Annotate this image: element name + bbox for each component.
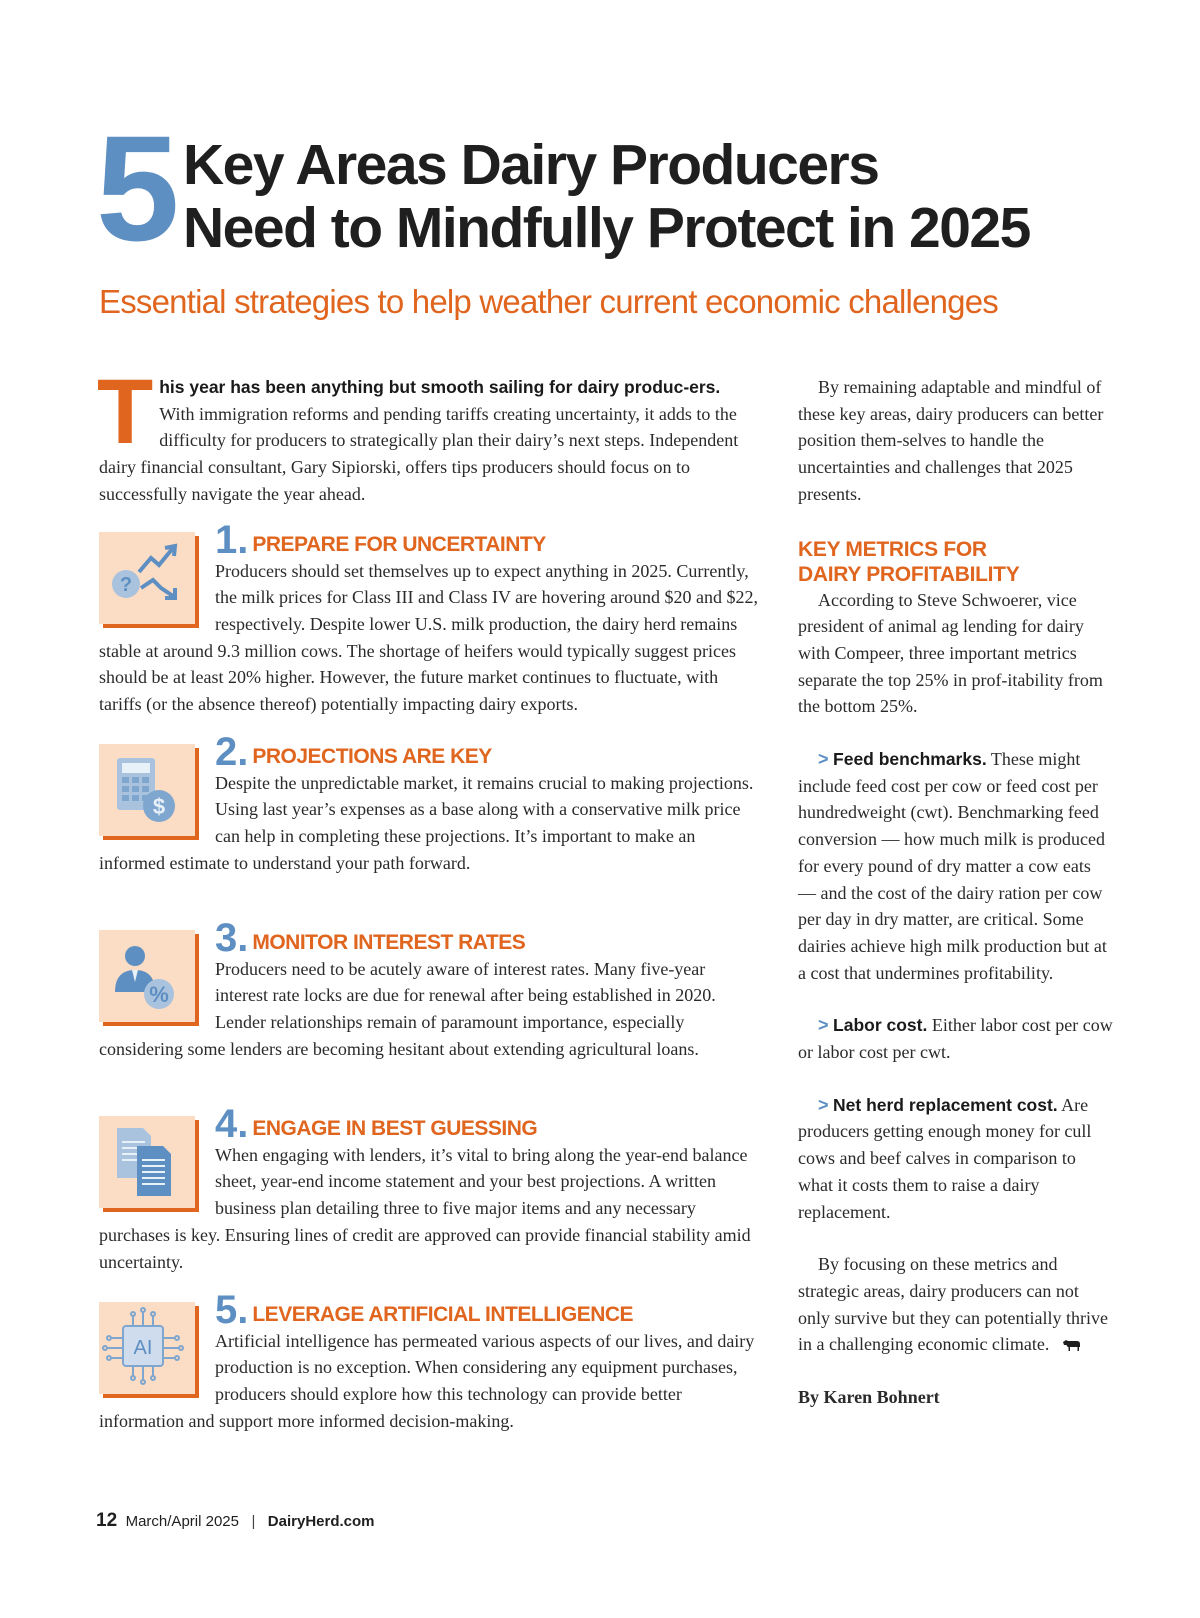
drop-cap: T [97,361,154,463]
section-title: PREPARE FOR UNCERTAINTY [252,532,546,556]
intro-text: With immigration reforms and pending tariffs creating uncertainty, it adds to the difficulty for producers to strategically plan their dairy’s next steps. Independent dairy financial consultant, Gary Sipiorski, offers tips producers should focus on to successfully navigate the year ahead. [99,403,739,504]
metric-name: Net herd replacement cost. [833,1094,1058,1115]
sidebar-opening: By remaining adaptable and mindful of these key areas, dairy producers can better position them-selves to handle the uncertainties and challenges that 2025 presents. [798,377,1104,504]
metric-name: Feed benchmarks. [833,749,987,770]
sidebar-column [798,374,1113,1411]
documents-icon [99,1116,195,1208]
page-footer [96,1510,375,1536]
section-title: PROJECTIONS ARE KEY [252,744,492,768]
cow-icon [1062,1338,1082,1352]
section-title: LEVERAGE ARTIFICIAL INTELLIGENCE [252,1302,634,1326]
page-title [183,134,1143,260]
section-text: Artificial intelligence has permeated various aspects of our lives, and dairy production is no exception. When considering any equipment purchases, producers should explore how this technology can provide better information and support more informed decision-making. [99,1330,755,1431]
subtitle: Essential strategies to help weather current economic challenges [99,283,998,320]
section-title: ENGAGE IN BEST GUESSING [252,1116,538,1140]
page-number: 12 [96,1510,118,1531]
intro-lead: his year has been anything but smooth sailing for dairy produc-ers. [159,377,721,397]
section-number: 3. [215,915,249,960]
main-column [97,361,759,1462]
footer-separator: | [251,1513,256,1530]
sidebar-closing [798,1251,1113,1358]
section-number: 1. [215,517,249,562]
section-title: MONITOR INTEREST RATES [252,930,526,954]
metric-item [798,1092,1113,1226]
section-number: 4. [215,1101,249,1146]
metrics-heading [798,537,1113,587]
title-number: 5 [96,104,174,272]
byline: By Karen Bohnert [798,1387,940,1408]
metrics-heading-line-2: DAIRY PROFITABILITY [798,562,1020,586]
section-2 [99,729,759,904]
metric-text: Are producers getting enough money for cull cows and beef calves in comparison to what it costs them to raise a dairy replacement. [798,1094,1092,1222]
closing-text: By focusing on these metrics and strategic areas, dairy producers can not only survive but they can potentially thrive in a challenging economic climate. [798,1254,1108,1355]
metrics-intro: According to Steve Schwoerer, vice president of animal ag lending for dairy with Compeer, three important metrics separate the top 25% in prof-itability from the bottom 25%. [798,589,1103,717]
section-4 [99,1101,759,1276]
metric-name: Labor cost. [833,1015,928,1036]
section-number: 5. [215,1287,249,1332]
svg-text:AI: AI [133,1336,153,1359]
svg-text:%: % [149,981,169,1007]
title-line-1: Key Areas Dairy Producers [183,133,879,197]
metrics-heading-line-1: KEY METRICS FOR [798,537,987,561]
svg-text:?: ? [119,573,133,596]
svg-text:$: $ [152,793,166,819]
metric-text: Either labor cost per cow or labor cost per cwt. [798,1015,1113,1063]
trend-question-icon [99,532,195,624]
metric-item [798,746,1113,986]
title-line-2: Need to Mindfully Protect in 2025 [183,196,1030,260]
section-text: Despite the unpredictable market, it remains crucial to making projections. Using last year’s expenses as a base along with a conservative milk price can help in completing these projections. It’s important to make an informed estimate to understand your path forward. [99,772,754,873]
arrow-icon: > [818,749,829,770]
metric-item [798,1012,1113,1065]
issue-date: March/April 2025 [125,1513,239,1530]
section-3 [99,915,759,1090]
section-text: Producers should set themselves up to expect anything in 2025. Currently, the milk prices for Class III and Class IV are hovering around $20 and $22, respectively. Despite lower U.S. milk production, the dairy herd remains stable at around 9.3 million cows. The shortage of heifers would typically suggest prices should be at least 20% higher. However, the future market continues to fluctuate, with tariffs (or the absence thereof) potentially impacting dairy exports. [99,560,759,715]
person-percent-icon [99,930,195,1022]
section-text: Producers need to be acutely aware of interest rates. Many five-year interest rate locks are due for renewal after being established in 2020. Lender relationships remain of paramount importance, especially considering some lenders are becoming hesitant about extending agricultural loans. [99,958,716,1059]
section-1 [99,517,759,718]
site-link[interactable]: DairyHerd.com [267,1513,375,1530]
section-number: 2. [215,729,249,774]
metric-text: These might include feed cost per cow or feed cost per hundredweight (cwt). Benchmarking feed conversion — how much milk is produced for every pound of dry matter a cow eats — and the cost of the dairy ration per cow per day in dry matter, are critical. Some dairies achieve high milk production but at a cost that undermines profitability. [798,749,1107,983]
ai-chip-icon [99,1302,195,1394]
section-5 [99,1287,759,1462]
calculator-dollar-icon [99,744,195,836]
arrow-icon: > [818,1015,829,1036]
section-text: When engaging with lenders, it’s vital to bring along the year-end balance sheet, year-end income statement and your best projections. A written business plan detailing three to five major items and any necessary purchases is key. Ensuring lines of credit are approved can provide financial stability amid uncertainty. [99,1144,751,1272]
intro-paragraph [97,361,759,508]
arrow-icon: > [818,1094,829,1115]
